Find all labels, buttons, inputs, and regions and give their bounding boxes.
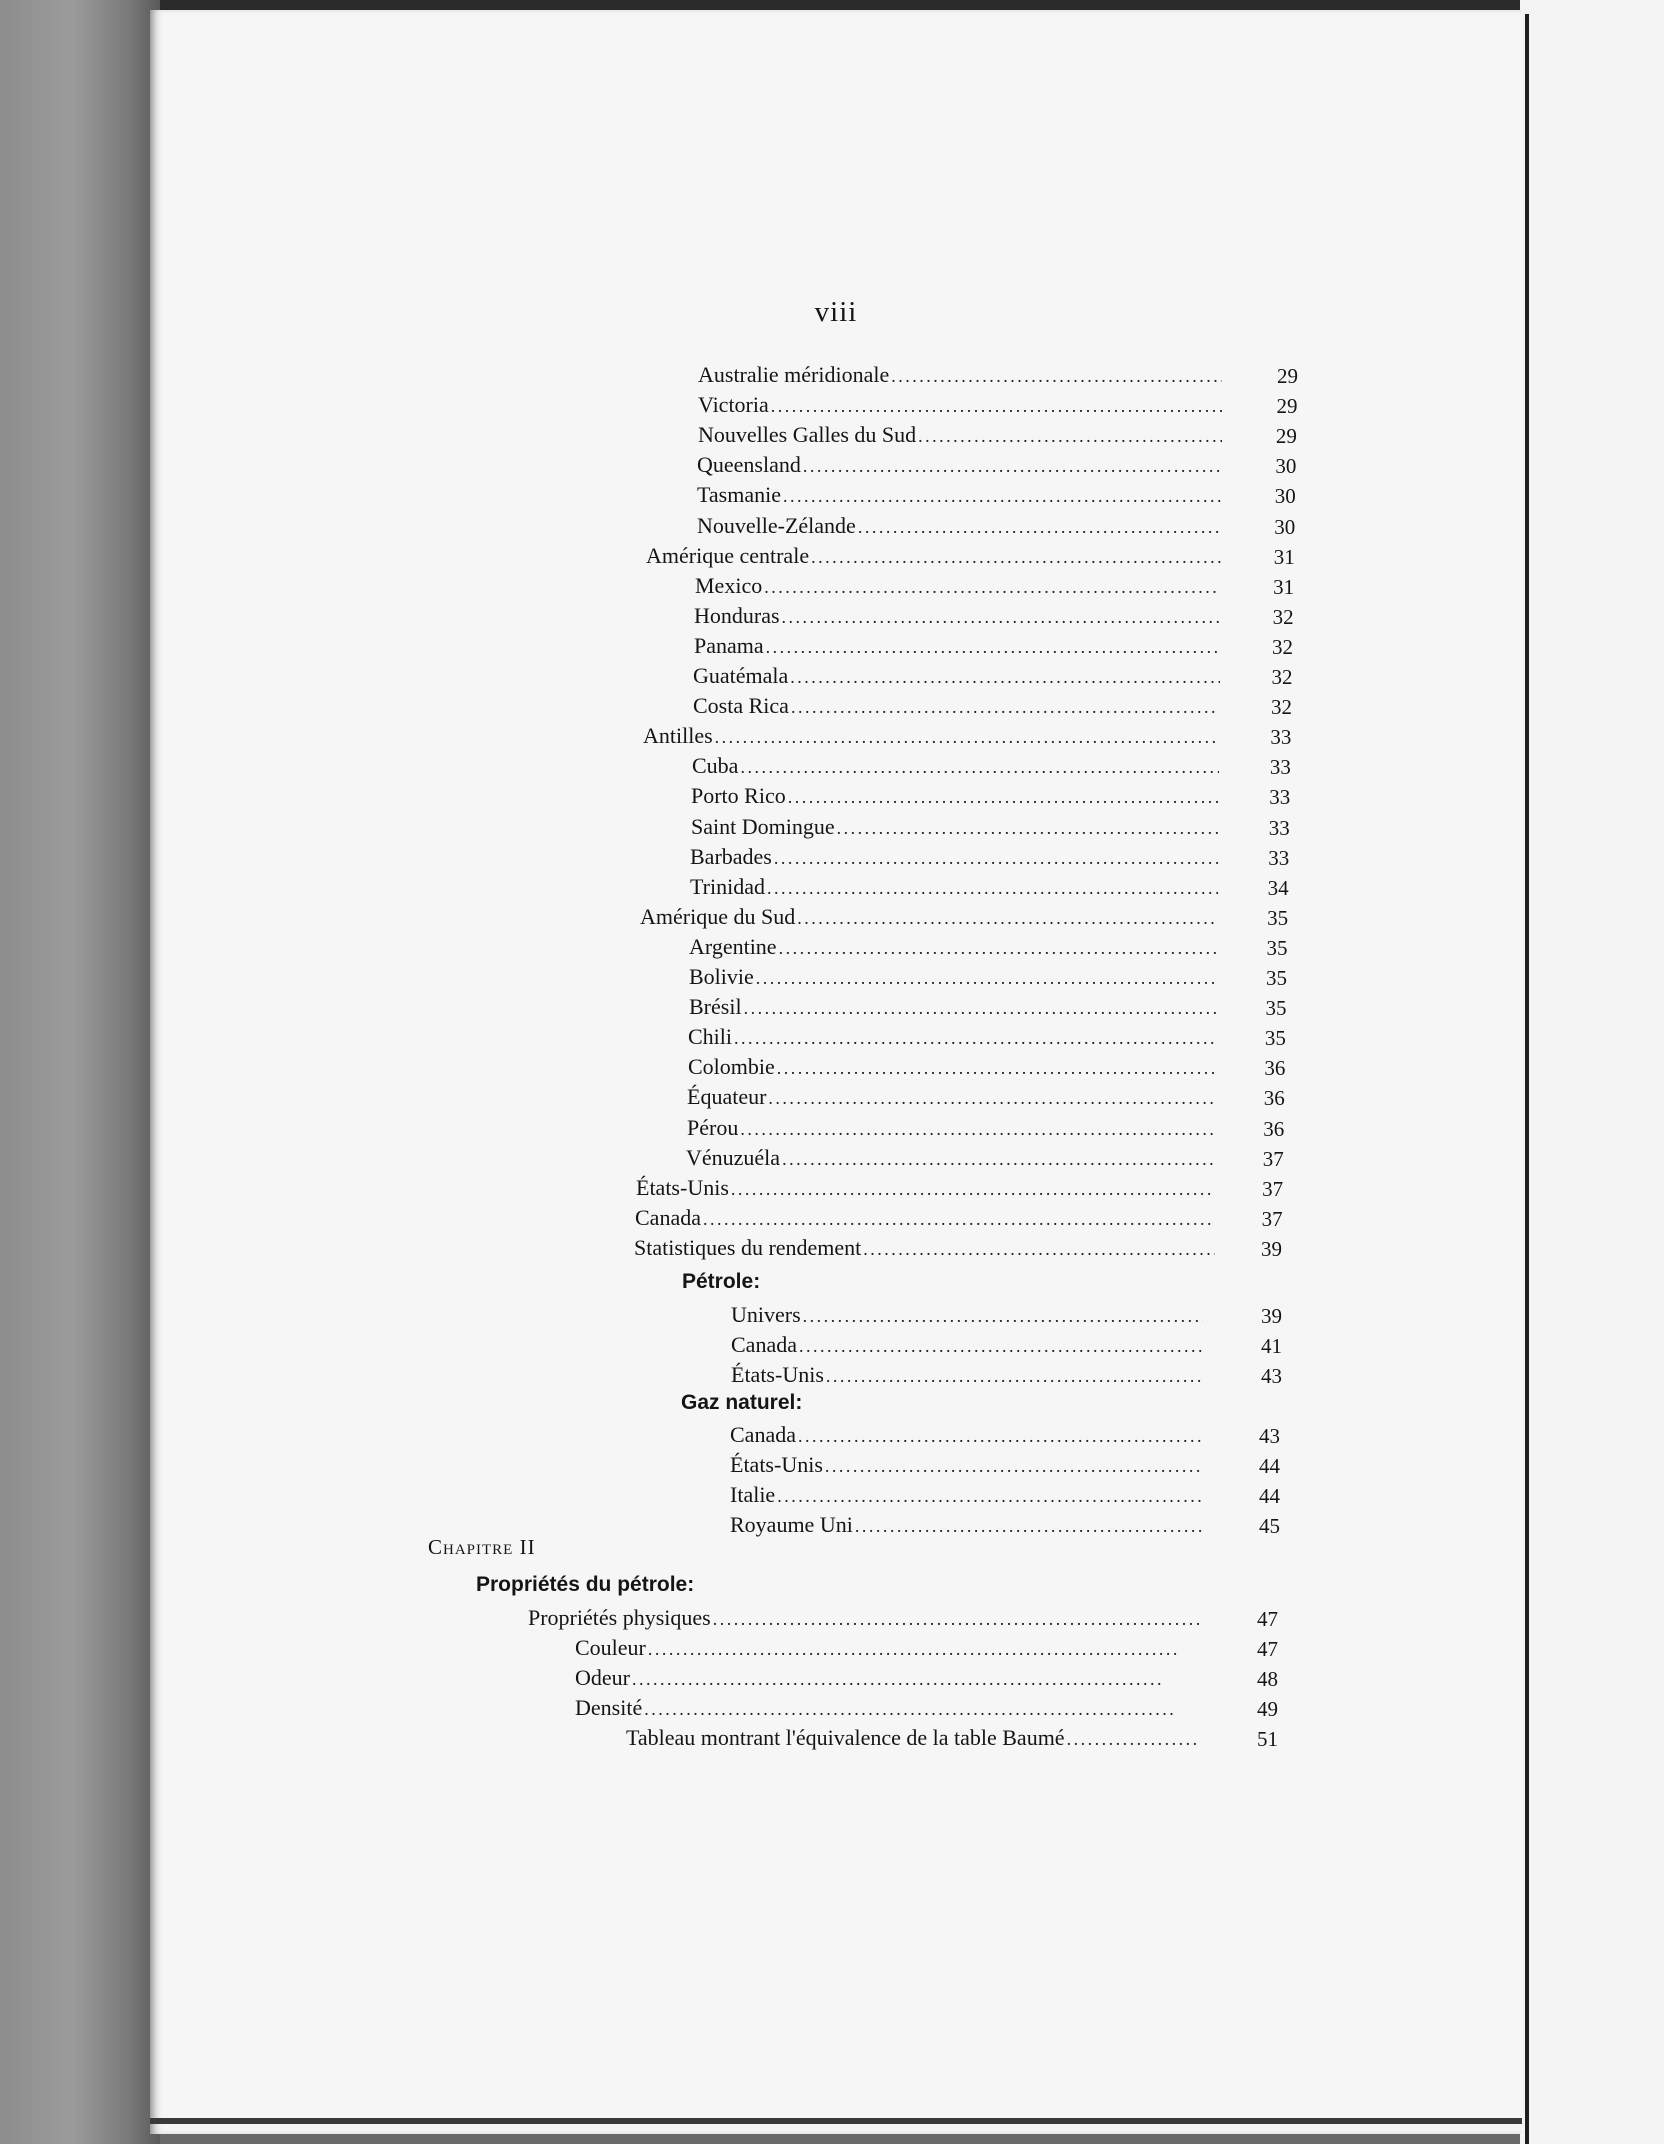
toc-entry	[692, 751, 1219, 781]
toc-entry-page: 51	[1257, 1727, 1278, 1752]
toc-entry-title: Porto Rico	[691, 783, 786, 809]
toc-entry-page: 47	[1257, 1607, 1278, 1631]
toc-entry-title: États-Unis	[730, 1452, 823, 1478]
toc-entry	[635, 1203, 1215, 1233]
scan-right-edge	[1525, 14, 1529, 2144]
toc-entry-title: Canada	[731, 1332, 797, 1358]
toc-entry-page: 37	[1261, 1206, 1283, 1231]
toc-entry-title: Nouvelles Galles du Sud	[698, 422, 917, 448]
toc-entry-title: Amérique du Sud	[640, 903, 796, 929]
toc-entry-page: 29	[1276, 394, 1298, 419]
toc-entry-title: Statistiques du rendement	[634, 1234, 862, 1260]
toc-entry-title: Trinidad	[690, 873, 765, 899]
toc-entry-page: 35	[1266, 935, 1288, 960]
toc-entry-title: Bolivie	[689, 964, 754, 989]
dot-leader	[774, 843, 1218, 873]
toc-entry-page: 36	[1264, 1056, 1286, 1081]
dot-leader	[783, 481, 1221, 511]
dot-leader	[744, 993, 1217, 1023]
toc-entry	[731, 1330, 1203, 1360]
toc-entry-page: 31	[1273, 574, 1295, 599]
dot-leader	[918, 421, 1221, 451]
toc-entry	[698, 390, 1222, 420]
toc-entry-title: Tableau montrant l'équivalence de la table Baumé	[626, 1725, 1065, 1751]
toc-entry-page: 41	[1261, 1334, 1282, 1359]
toc-entry-title: États-Unis	[731, 1362, 824, 1388]
toc-entry-title: Cuba	[692, 753, 739, 779]
toc-entry-title: Brésil	[689, 994, 742, 1020]
toc-entry	[731, 1360, 1203, 1390]
toc-entry-page: 49	[1257, 1697, 1278, 1722]
toc-entry-title: Vénuzuéla	[686, 1144, 781, 1170]
dot-leader	[863, 1234, 1214, 1264]
dot-leader	[798, 1421, 1203, 1451]
toc-entry-page: 36	[1263, 1086, 1285, 1111]
toc-entry	[689, 992, 1217, 1022]
dot-leader	[740, 1114, 1215, 1144]
dot-leader	[825, 1451, 1203, 1481]
toc-entry-title: Équateur	[687, 1084, 767, 1110]
toc-entry	[636, 1173, 1215, 1203]
dot-leader	[764, 572, 1220, 602]
toc-entry-title: Pérou	[687, 1114, 739, 1140]
toc-entry	[528, 1603, 1200, 1633]
toc-entry	[693, 661, 1220, 691]
scan-right-margin	[1520, 0, 1664, 2144]
toc-entry-title: Canada	[730, 1422, 796, 1447]
toc-entry	[689, 962, 1217, 992]
scan-book-edge	[0, 0, 160, 2144]
toc-entry-page: 33	[1268, 845, 1290, 870]
toc-entry	[697, 450, 1221, 480]
dot-leader	[779, 933, 1218, 963]
toc-entry	[575, 1693, 1200, 1723]
dot-leader	[644, 1694, 1200, 1724]
dot-leader	[891, 361, 1222, 391]
toc-entry-page: 30	[1274, 484, 1296, 509]
toc-entry-title: Univers	[731, 1302, 801, 1327]
dot-leader	[771, 391, 1222, 421]
toc-entry-page: 35	[1264, 1026, 1286, 1051]
toc-entry	[689, 932, 1217, 962]
toc-entry-page: 33	[1268, 815, 1290, 840]
dot-leader	[740, 752, 1218, 782]
dot-leader	[1067, 1724, 1200, 1754]
toc-entry-title: Argentine	[689, 933, 777, 959]
toc-entry-page: 35	[1265, 996, 1287, 1021]
toc-entry	[687, 1082, 1216, 1112]
toc-entry-page: 44	[1259, 1484, 1280, 1509]
toc-entry-page: 45	[1259, 1514, 1280, 1539]
toc-entry-title: Italie	[730, 1482, 776, 1508]
toc-entry-title: Tasmanie	[697, 482, 781, 508]
toc-entry	[691, 812, 1218, 842]
toc-entry-page: 30	[1275, 454, 1297, 479]
toc-entry	[698, 360, 1222, 390]
toc-entry-page: 35	[1266, 966, 1287, 990]
toc-entry-title: Amérique centrale	[646, 542, 810, 568]
dot-leader	[648, 1634, 1200, 1664]
dot-leader	[855, 1511, 1203, 1541]
toc-entry	[694, 631, 1220, 661]
section-heading-gaz: Gaz naturel:	[681, 1391, 803, 1414]
toc-entry-page: 43	[1261, 1364, 1282, 1389]
document-page	[150, 10, 1522, 2134]
toc-entry-page: 35	[1267, 905, 1289, 930]
toc-entry-page: 32	[1272, 604, 1294, 629]
section-heading-petrole: Pétrole:	[682, 1270, 761, 1293]
toc-entry	[730, 1510, 1203, 1540]
toc-entry	[691, 781, 1219, 811]
toc-entry-title: États-Unis	[636, 1174, 729, 1200]
dot-leader	[782, 602, 1220, 632]
toc-entry-page: 37	[1262, 1146, 1284, 1171]
toc-entry-title: Barbades	[690, 843, 772, 869]
dot-leader	[756, 963, 1217, 993]
toc-entry-title: Guatémala	[693, 663, 789, 688]
toc-entry-title: Couleur	[575, 1635, 646, 1661]
toc-entry-page: 43	[1259, 1424, 1280, 1448]
toc-entry-title: Panama	[694, 632, 764, 658]
toc-entry-page: 32	[1271, 665, 1293, 689]
toc-entry	[697, 511, 1221, 541]
toc-entry-title: Mexico	[695, 572, 763, 598]
toc-entry-title: Costa Rica	[693, 693, 789, 719]
toc-entry	[690, 842, 1218, 872]
dot-leader	[632, 1664, 1200, 1694]
toc-entry	[697, 480, 1221, 510]
toc-entry-title: Antilles	[643, 723, 713, 749]
dot-leader	[713, 1604, 1200, 1634]
toc-entry-page: 29	[1275, 424, 1297, 449]
toc-entry-title: Canada	[635, 1204, 701, 1230]
dot-leader	[777, 1053, 1216, 1083]
toc-entry-title: Honduras	[694, 602, 780, 628]
toc-entry	[686, 1143, 1216, 1173]
dot-leader	[858, 512, 1221, 542]
dot-leader	[791, 692, 1219, 722]
chapter-heading: Propriétés du pétrole:	[476, 1573, 695, 1596]
toc-entry	[730, 1480, 1203, 1510]
toc-entry-title: Propriétés physiques	[528, 1605, 711, 1630]
dot-leader	[837, 813, 1219, 843]
toc-entry	[730, 1420, 1203, 1450]
toc-entry-page: 32	[1272, 634, 1294, 659]
toc-entry-page: 34	[1267, 875, 1289, 900]
toc-entry	[730, 1450, 1203, 1480]
toc-entry	[575, 1663, 1200, 1693]
toc-entry-title: Australie méridionale	[698, 362, 890, 387]
dot-leader	[782, 1144, 1215, 1174]
scan-bottom-edge	[150, 2118, 1522, 2124]
toc-entry	[731, 1300, 1203, 1330]
dot-leader	[826, 1361, 1203, 1391]
dot-leader	[703, 1204, 1215, 1234]
toc-entry-page: 47	[1257, 1637, 1278, 1662]
toc-entry-title: Victoria	[698, 392, 769, 418]
toc-entry-page: 29	[1277, 364, 1298, 388]
toc-entry	[688, 1022, 1217, 1052]
dot-leader	[766, 632, 1220, 662]
toc-entry	[698, 420, 1222, 450]
toc-entry-page: 37	[1262, 1176, 1284, 1201]
toc-entry	[643, 721, 1219, 751]
dot-leader	[734, 1023, 1216, 1053]
dot-leader	[768, 1083, 1216, 1113]
toc-entry-page: 44	[1259, 1454, 1280, 1479]
dot-leader	[790, 662, 1219, 692]
dot-leader	[777, 1481, 1203, 1511]
dot-leader	[767, 873, 1218, 903]
toc-entry-title: Saint Domingue	[691, 813, 835, 839]
toc-entry	[694, 601, 1220, 631]
toc-entry-title: Chili	[688, 1024, 733, 1050]
toc-entry-title: Densité	[575, 1695, 643, 1721]
toc-entry	[626, 1723, 1200, 1753]
toc-entry-title: Queensland	[697, 452, 801, 478]
toc-entry	[688, 1052, 1216, 1082]
toc-entry-title: Royaume Uni	[730, 1512, 853, 1538]
toc-entry	[690, 872, 1218, 902]
toc-entry	[693, 691, 1219, 721]
toc-entry-page: 32	[1270, 695, 1292, 720]
dot-leader	[803, 1301, 1203, 1331]
toc-entry-page: 30	[1274, 514, 1296, 539]
toc-entry-title: Colombie	[688, 1054, 775, 1080]
toc-entry-title: Odeur	[575, 1665, 630, 1691]
toc-entry-page: 36	[1263, 1116, 1285, 1141]
toc-entry-page: 31	[1273, 544, 1295, 569]
toc-entry-title: Nouvelle-Zélande	[697, 512, 856, 538]
toc-entry-page: 39	[1261, 1236, 1283, 1261]
toc-entry	[687, 1113, 1216, 1143]
toc-entry-page: 48	[1257, 1667, 1278, 1692]
toc-entry-page: 33	[1270, 725, 1292, 750]
dot-leader	[731, 1174, 1215, 1204]
toc-entry	[646, 541, 1221, 571]
dot-leader	[715, 722, 1219, 752]
dot-leader	[799, 1331, 1203, 1361]
dot-leader	[811, 542, 1220, 572]
toc-entry	[640, 902, 1218, 932]
toc-entry	[634, 1233, 1215, 1263]
toc-entry-page: 33	[1269, 755, 1291, 780]
toc-entry	[575, 1633, 1200, 1663]
dot-leader	[797, 903, 1217, 933]
toc-entry-page: 33	[1269, 785, 1291, 810]
page-number: viii	[814, 296, 858, 328]
chapter-label: Chapitre II	[428, 1535, 536, 1559]
dot-leader	[788, 782, 1219, 812]
toc-entry	[695, 571, 1220, 601]
dot-leader	[803, 451, 1221, 481]
toc-entry-page: 39	[1261, 1304, 1282, 1328]
